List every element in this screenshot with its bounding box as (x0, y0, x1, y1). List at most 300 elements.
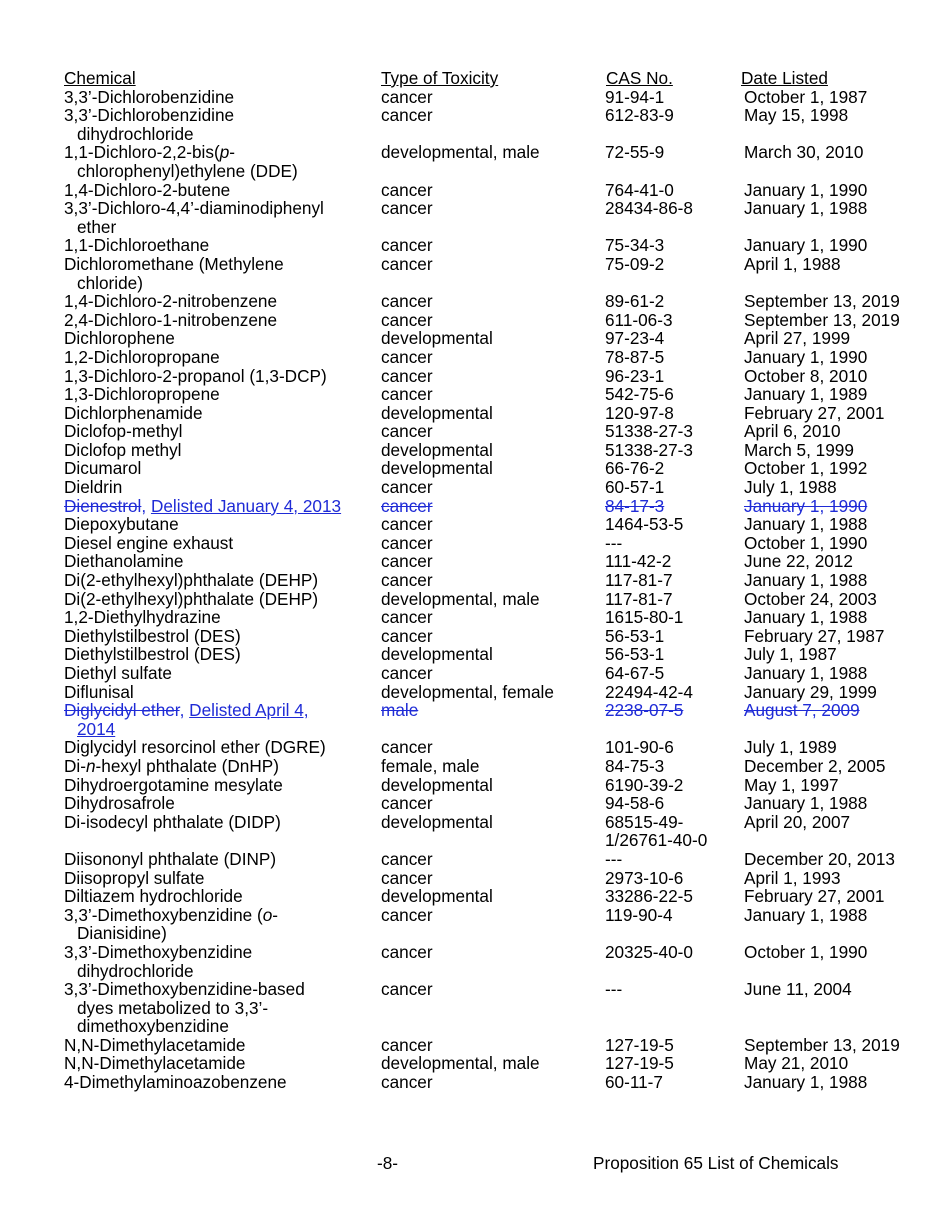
chemical-name-line: Diflunisal (64, 681, 134, 702)
cell-toxicity: cancer (381, 253, 433, 274)
cell-toxicity: cancer (381, 532, 433, 553)
table-row (64, 292, 944, 311)
chemical-name-line: 1,2-Diethylhydrazine (64, 607, 221, 628)
table-row (64, 385, 944, 404)
cell-cas (605, 236, 744, 255)
cas-line: 72-55-9 (605, 142, 665, 163)
chemical-name-line: chlorophenyl)ethylene (DDE) (77, 160, 298, 181)
cas-line: 51338-27-3 (605, 421, 693, 442)
cell-date: April 1, 1988 (744, 253, 841, 274)
cas-line: 20325-40-0 (605, 941, 693, 962)
header-toxicity: Type of Toxicity (381, 68, 499, 88)
chemical-name-line: dimethoxybenzidine (77, 1016, 229, 1037)
cas-line: 96-23-1 (605, 365, 665, 386)
table-row (64, 627, 944, 646)
cell-cas (605, 571, 744, 590)
cell-date: July 1, 1988 (744, 477, 837, 498)
cas-line: --- (605, 979, 623, 1000)
cas-line: --- (605, 848, 623, 869)
cell-date: January 1, 1990 (744, 235, 868, 256)
table-row (64, 199, 944, 236)
delisted-chemical-name: Diglycidyl ether (64, 700, 180, 721)
cell-toxicity: cancer (381, 179, 433, 200)
cell-date: January 1, 1988 (744, 607, 868, 628)
cell-chemical (64, 143, 381, 180)
cell-date: May 1, 1997 (744, 774, 839, 795)
cell-cas (605, 869, 744, 888)
chemical-name-line: 3,3’-Dimethoxybenzidine (64, 941, 253, 962)
cell-chemical (64, 1054, 381, 1073)
cas-line: 1615-80-1 (605, 607, 684, 628)
chemical-name-line: Diethyl sulfate (64, 663, 172, 683)
cell-toxicity: cancer (381, 625, 433, 646)
cell-cas (605, 757, 744, 776)
cas-line: 84-17-3 (605, 495, 665, 516)
cell-chemical (64, 664, 381, 683)
chemical-name-line: 1,2-Dichloropropane (64, 346, 220, 367)
cell-date: March 30, 2010 (744, 142, 864, 163)
cell-toxicity: cancer (381, 309, 433, 330)
chemical-name-line: 1,3-Dichloropropene (64, 384, 220, 405)
cell-toxicity: cancer (381, 1072, 433, 1093)
cell-chemical (64, 311, 381, 330)
chemical-name-line: 2,4-Dichloro-1-nitrobenzene (64, 309, 278, 330)
cell-toxicity: cancer (381, 235, 433, 256)
cell-date: October 8, 2010 (744, 365, 868, 386)
cell-date: December 20, 2013 (744, 848, 895, 869)
cell-chemical (64, 590, 381, 609)
cell-cas (605, 608, 744, 627)
cas-line: 111-42-2 (605, 551, 672, 572)
chemical-name-line: 3,3’-Dimethoxybenzidine (o- (64, 904, 279, 925)
cell-cas (605, 181, 744, 200)
table-row (64, 645, 944, 664)
cell-toxicity: cancer (381, 105, 433, 126)
chemical-name-line: 3,3’-Dichlorobenzidine (64, 105, 235, 126)
cell-chemical (64, 887, 381, 906)
cell-cas (605, 422, 744, 441)
chemical-name-line: Di(2-ethylhexyl)phthalate (DEHP) (64, 588, 319, 609)
header-chemical: Chemical (64, 68, 136, 88)
cell-toxicity: developmental (381, 439, 493, 460)
cell-cas (605, 1073, 744, 1092)
cell-chemical (64, 88, 381, 107)
cas-line: 89-61-2 (605, 291, 665, 312)
cas-line: 28434-86-8 (605, 198, 693, 219)
table-row (64, 1073, 944, 1092)
cell-chemical: Diglycidyl ether, Delisted April 4, 2014 (64, 700, 309, 739)
cell-chemical (64, 367, 381, 386)
cell-chemical (64, 943, 381, 980)
cell-toxicity: female, male (381, 755, 480, 776)
cell-cas (605, 88, 744, 107)
table-row (64, 422, 944, 441)
cas-line: 764-41-0 (605, 179, 674, 200)
delisted-note: Delisted April 4, (189, 700, 309, 721)
cell-chemical (64, 627, 381, 646)
cell-toxicity: cancer (381, 198, 433, 219)
chemical-name-line: Diclofop-methyl (64, 421, 183, 442)
cell-toxicity: cancer (381, 979, 433, 1000)
chemical-name-line: Dichloromethane (Methylene (64, 253, 284, 274)
cell-date: January 1, 1988 (744, 663, 868, 683)
cell-cas (605, 106, 744, 143)
chemical-name-line: Diisopropyl sulfate (64, 867, 205, 888)
cell-toxicity: cancer (381, 793, 433, 814)
chemical-name-line: Diisononyl phthalate (DINP) (64, 848, 277, 869)
cell-chemical (64, 980, 381, 1036)
cell-cas (605, 590, 744, 609)
cell-cas (605, 292, 744, 311)
cell-cas (605, 683, 744, 702)
cas-line: 1464-53-5 (605, 514, 684, 535)
cell-toxicity: cancer (381, 663, 433, 683)
delisted-note: Delisted January 4, 2013 (150, 495, 342, 516)
chemical-name-line: 1,3-Dichloro-2-propanol (1,3-DCP) (64, 365, 327, 386)
cell-toxicity: cancer (381, 848, 433, 869)
table-row (64, 329, 944, 348)
cell-date: April 27, 1999 (744, 328, 851, 349)
chemical-name-line: Diepoxybutane (64, 514, 179, 535)
chemical-name-line: 3,3’-Dichloro-4,4’-diaminodiphenyl (64, 198, 324, 219)
cell-chemical (64, 571, 381, 590)
cell-toxicity: male (381, 700, 419, 721)
table-row (64, 590, 944, 609)
cell-date: January 1, 1990 (744, 495, 868, 516)
cell-date: January 1, 1990 (744, 179, 868, 200)
table-header-row (64, 69, 944, 88)
table-row (64, 88, 944, 107)
cell-chemical (64, 441, 381, 460)
cell-date: May 15, 1998 (744, 105, 849, 126)
cell-date: January 1, 1988 (744, 570, 868, 591)
cell-chemical (64, 850, 381, 869)
cas-line: 68515-49- (605, 811, 684, 832)
table-row (64, 571, 944, 590)
cell-date: April 20, 2007 (744, 811, 851, 832)
chemical-name-line: 4-Dimethylaminoazobenzene (64, 1072, 287, 1093)
cell-toxicity: cancer (381, 86, 433, 107)
table-row (64, 311, 944, 330)
table-row (64, 181, 944, 200)
cas-line: 91-94-1 (605, 86, 665, 107)
cas-line: 64-67-5 (605, 663, 665, 683)
cell-date: April 1, 1993 (744, 867, 841, 888)
table-row (64, 367, 944, 386)
chemical-name-line: 1,1-Dichloro-2,2-bis(p- (64, 142, 235, 163)
chemical-name-line: Dichlorophene (64, 328, 175, 349)
cell-toxicity: cancer (381, 867, 433, 888)
table-row (64, 776, 944, 795)
chemical-name-line: Di-n-hexyl phthalate (DnHP) (64, 755, 279, 776)
table-row-delisted (64, 497, 944, 516)
cell-cas (605, 515, 744, 534)
header-date: Date Listed (741, 68, 828, 88)
cell-cas (605, 552, 744, 571)
chemical-name-line: dyes metabolized to 3,3’- (77, 997, 269, 1018)
cell-chemical (64, 404, 381, 423)
cell-toxicity: cancer (381, 514, 433, 535)
cell-chemical (64, 757, 381, 776)
cell-cas (605, 850, 744, 869)
cell-date: April 6, 2010 (744, 421, 841, 442)
cell-cas (605, 943, 744, 980)
cell-toxicity: cancer (381, 1034, 433, 1055)
cell-chemical (64, 1073, 381, 1092)
cell-cas (605, 385, 744, 404)
cell-chemical (64, 645, 381, 664)
chemical-name-line: Di-isodecyl phthalate (DIDP) (64, 811, 281, 832)
delisted-chemical-name: Dienestrol (64, 495, 142, 516)
cas-line: 1/26761-40-0 (605, 830, 708, 851)
cas-line: 119-90-4 (605, 904, 673, 925)
cell-chemical (64, 422, 381, 441)
table-row (64, 348, 944, 367)
cell-cas (605, 441, 744, 460)
cell-toxicity: developmental (381, 644, 493, 665)
cas-line: 120-97-8 (605, 402, 674, 423)
cell-date: January 1, 1989 (744, 384, 868, 405)
cell-cas (605, 1036, 744, 1055)
chemical-name-line: Diethanolamine (64, 551, 184, 572)
cell-chemical (64, 776, 381, 795)
cell-cas (605, 1054, 744, 1073)
table-row (64, 1054, 944, 1073)
table-row (64, 906, 944, 943)
chemical-list-table (64, 69, 944, 1092)
delisted-note-continued: 2014 (77, 718, 116, 739)
table-row (64, 738, 944, 757)
chemical-name-line: 1,4-Dichloro-2-nitrobenzene (64, 291, 278, 312)
page-number: -8- (377, 1153, 399, 1173)
table-body (64, 88, 944, 1092)
cas-line: 66-76-2 (605, 458, 665, 479)
cell-cas (605, 143, 744, 180)
table-row (64, 515, 944, 534)
chemical-name-line: Diclofop methyl (64, 439, 182, 460)
chemical-name-line: dihydrochloride (77, 123, 194, 144)
cell-chemical (64, 459, 381, 478)
cell-chemical (64, 683, 381, 702)
chemical-name-line: 3,3’-Dimethoxybenzidine-based (64, 979, 305, 1000)
table-row (64, 106, 944, 143)
cell-toxicity: developmental, male (381, 588, 540, 609)
cell-date: February 27, 2001 (744, 402, 885, 423)
table-row (64, 404, 944, 423)
table-row (64, 757, 944, 776)
cell-toxicity: cancer (381, 477, 433, 498)
cell-date: March 5, 1999 (744, 439, 854, 460)
chemical-name-line: N,N-Dimethylacetamide (64, 1034, 246, 1055)
chemical-name-line: ether (77, 216, 117, 237)
cell-toxicity: cancer (381, 346, 433, 367)
cas-line: 94-58-6 (605, 793, 665, 814)
cas-line: 2973-10-6 (605, 867, 684, 888)
cell-toxicity: developmental (381, 811, 493, 832)
cell-toxicity: cancer (381, 941, 433, 962)
chemical-name-line: Dicumarol (64, 458, 142, 479)
table-row (64, 608, 944, 627)
cell-chemical: Dienestrol, Delisted January 4, 2013 (64, 495, 342, 516)
cell-chemical (64, 181, 381, 200)
cas-line: 60-11-7 (605, 1072, 663, 1093)
chemical-name-line: 3,3’-Dichlorobenzidine (64, 86, 235, 107)
cell-date: September 13, 2019 (744, 1034, 900, 1055)
cell-chemical (64, 794, 381, 813)
cell-cas (605, 664, 744, 683)
cas-line: 6190-39-2 (605, 774, 684, 795)
table-row-delisted (64, 701, 944, 738)
chemical-name-line: Dieldrin (64, 477, 123, 498)
cell-date: September 13, 2019 (744, 309, 900, 330)
cell-date: October 1, 1990 (744, 532, 868, 553)
cell-cas (605, 348, 744, 367)
cas-line: 97-23-4 (605, 328, 665, 349)
cell-chemical (64, 199, 381, 236)
table-row (64, 552, 944, 571)
cell-chemical (64, 292, 381, 311)
chemical-name-line: Di(2-ethylhexyl)phthalate (DEHP) (64, 570, 319, 591)
cell-toxicity: cancer (381, 384, 433, 405)
cell-date: May 21, 2010 (744, 1053, 849, 1074)
cas-line: 611-06-3 (605, 309, 673, 330)
cas-line: 117-81-7 (605, 588, 673, 609)
cell-chemical (64, 385, 381, 404)
cell-date: June 11, 2004 (744, 979, 852, 1000)
cell-cas (605, 776, 744, 795)
cell-cas (605, 813, 744, 850)
table-row (64, 255, 944, 292)
cell-chemical (64, 906, 381, 943)
header-cas: CAS No. (606, 68, 673, 88)
cell-date: January 1, 1988 (744, 904, 868, 925)
cell-date: January 1, 1988 (744, 514, 868, 535)
chemical-name-line: Dichlorphenamide (64, 402, 203, 423)
cas-line: 127-19-5 (605, 1053, 674, 1074)
cell-chemical (64, 515, 381, 534)
cell-cas (605, 534, 744, 553)
cell-cas (605, 701, 744, 738)
chemical-name-line: 1,4-Dichloro-2-butene (64, 179, 231, 200)
cell-date: October 1, 1987 (744, 86, 868, 107)
cell-date: February 27, 1987 (744, 625, 885, 646)
cell-chemical (64, 869, 381, 888)
cell-toxicity: cancer (381, 421, 433, 442)
cas-line: 84-75-3 (605, 755, 665, 776)
cell-date: July 1, 1987 (744, 644, 837, 665)
table-row (64, 980, 944, 1036)
cell-cas (605, 404, 744, 423)
cell-cas (605, 199, 744, 236)
cell-toxicity: developmental (381, 458, 493, 479)
cas-line: 2238-07-5 (605, 700, 684, 721)
cell-chemical (64, 236, 381, 255)
table-row (64, 143, 944, 180)
chemical-name-line: Dianisidine) (77, 923, 167, 944)
chemical-name-line: Dihydrosafrole (64, 793, 175, 814)
chemical-name-line: dihydrochloride (77, 960, 194, 981)
cas-line: --- (605, 532, 623, 553)
cell-cas (605, 367, 744, 386)
cell-chemical (64, 1036, 381, 1055)
cell-date: January 29, 1999 (744, 681, 877, 702)
chemical-name-line: chloride) (77, 272, 143, 293)
chemical-name-line: Diethylstilbestrol (DES) (64, 625, 241, 646)
cas-line: 542-75-6 (605, 384, 674, 405)
cell-chemical (64, 813, 381, 850)
table-row (64, 459, 944, 478)
cell-date: January 1, 1988 (744, 198, 868, 219)
cell-date: June 22, 2012 (744, 551, 853, 572)
table-row (64, 441, 944, 460)
cell-date: February 27, 2001 (744, 886, 885, 907)
table-row (64, 887, 944, 906)
cas-line: 612-83-9 (605, 105, 674, 126)
cell-chemical (64, 608, 381, 627)
cas-line: 75-09-2 (605, 253, 665, 274)
cell-chemical (64, 534, 381, 553)
cell-chemical (64, 255, 381, 292)
cell-toxicity: developmental (381, 886, 493, 907)
cas-line: 22494-42-4 (605, 681, 693, 702)
cell-chemical (64, 106, 381, 143)
table-row (64, 869, 944, 888)
table-row (64, 850, 944, 869)
cas-line: 117-81-7 (605, 570, 673, 591)
cell-cas (605, 980, 744, 1036)
cas-line: 127-19-5 (605, 1034, 674, 1055)
cell-date: December 2, 2005 (744, 755, 886, 776)
cell-cas (605, 459, 744, 478)
cell-chemical (64, 552, 381, 571)
document-title: Proposition 65 List of Chemicals (593, 1153, 839, 1173)
chemical-name-line: Dihydroergotamine mesylate (64, 774, 283, 795)
cell-toxicity: cancer (381, 737, 433, 758)
cas-line: 56-53-1 (605, 644, 665, 665)
table-row (64, 813, 944, 850)
chemical-name-line: Diglycidyl resorcinol ether (DGRE) (64, 737, 326, 758)
cas-line: 78-87-5 (605, 346, 665, 367)
cell-date: January 1, 1988 (744, 1072, 868, 1093)
cell-cas (605, 794, 744, 813)
table-row (64, 236, 944, 255)
cell-toxicity: cancer (381, 495, 433, 516)
cell-toxicity: cancer (381, 291, 433, 312)
cell-toxicity: cancer (381, 551, 433, 572)
cell-toxicity: developmental (381, 774, 493, 795)
cell-toxicity: developmental, male (381, 142, 540, 163)
cell-chemical (64, 348, 381, 367)
cas-line: 60-57-1 (605, 477, 665, 498)
cell-date: October 24, 2003 (744, 588, 877, 609)
table-row (64, 683, 944, 702)
cell-chemical (64, 329, 381, 348)
cell-chemical (64, 478, 381, 497)
cell-date: January 1, 1990 (744, 346, 868, 367)
chemical-name-line: Diltiazem hydrochloride (64, 886, 243, 907)
cell-date: September 13, 2019 (744, 291, 900, 312)
cell-cas (605, 906, 744, 943)
cell-cas (605, 738, 744, 757)
cell-cas (605, 645, 744, 664)
cas-line: 56-53-1 (605, 625, 665, 646)
chemical-name-line: Diesel engine exhaust (64, 532, 234, 553)
chemical-name-line: 1,1-Dichloroethane (64, 235, 210, 256)
cell-date: August 7, 2009 (744, 700, 860, 721)
cell-chemical (64, 738, 381, 757)
cell-toxicity: developmental, female (381, 681, 554, 702)
cell-toxicity: developmental, male (381, 1053, 540, 1074)
